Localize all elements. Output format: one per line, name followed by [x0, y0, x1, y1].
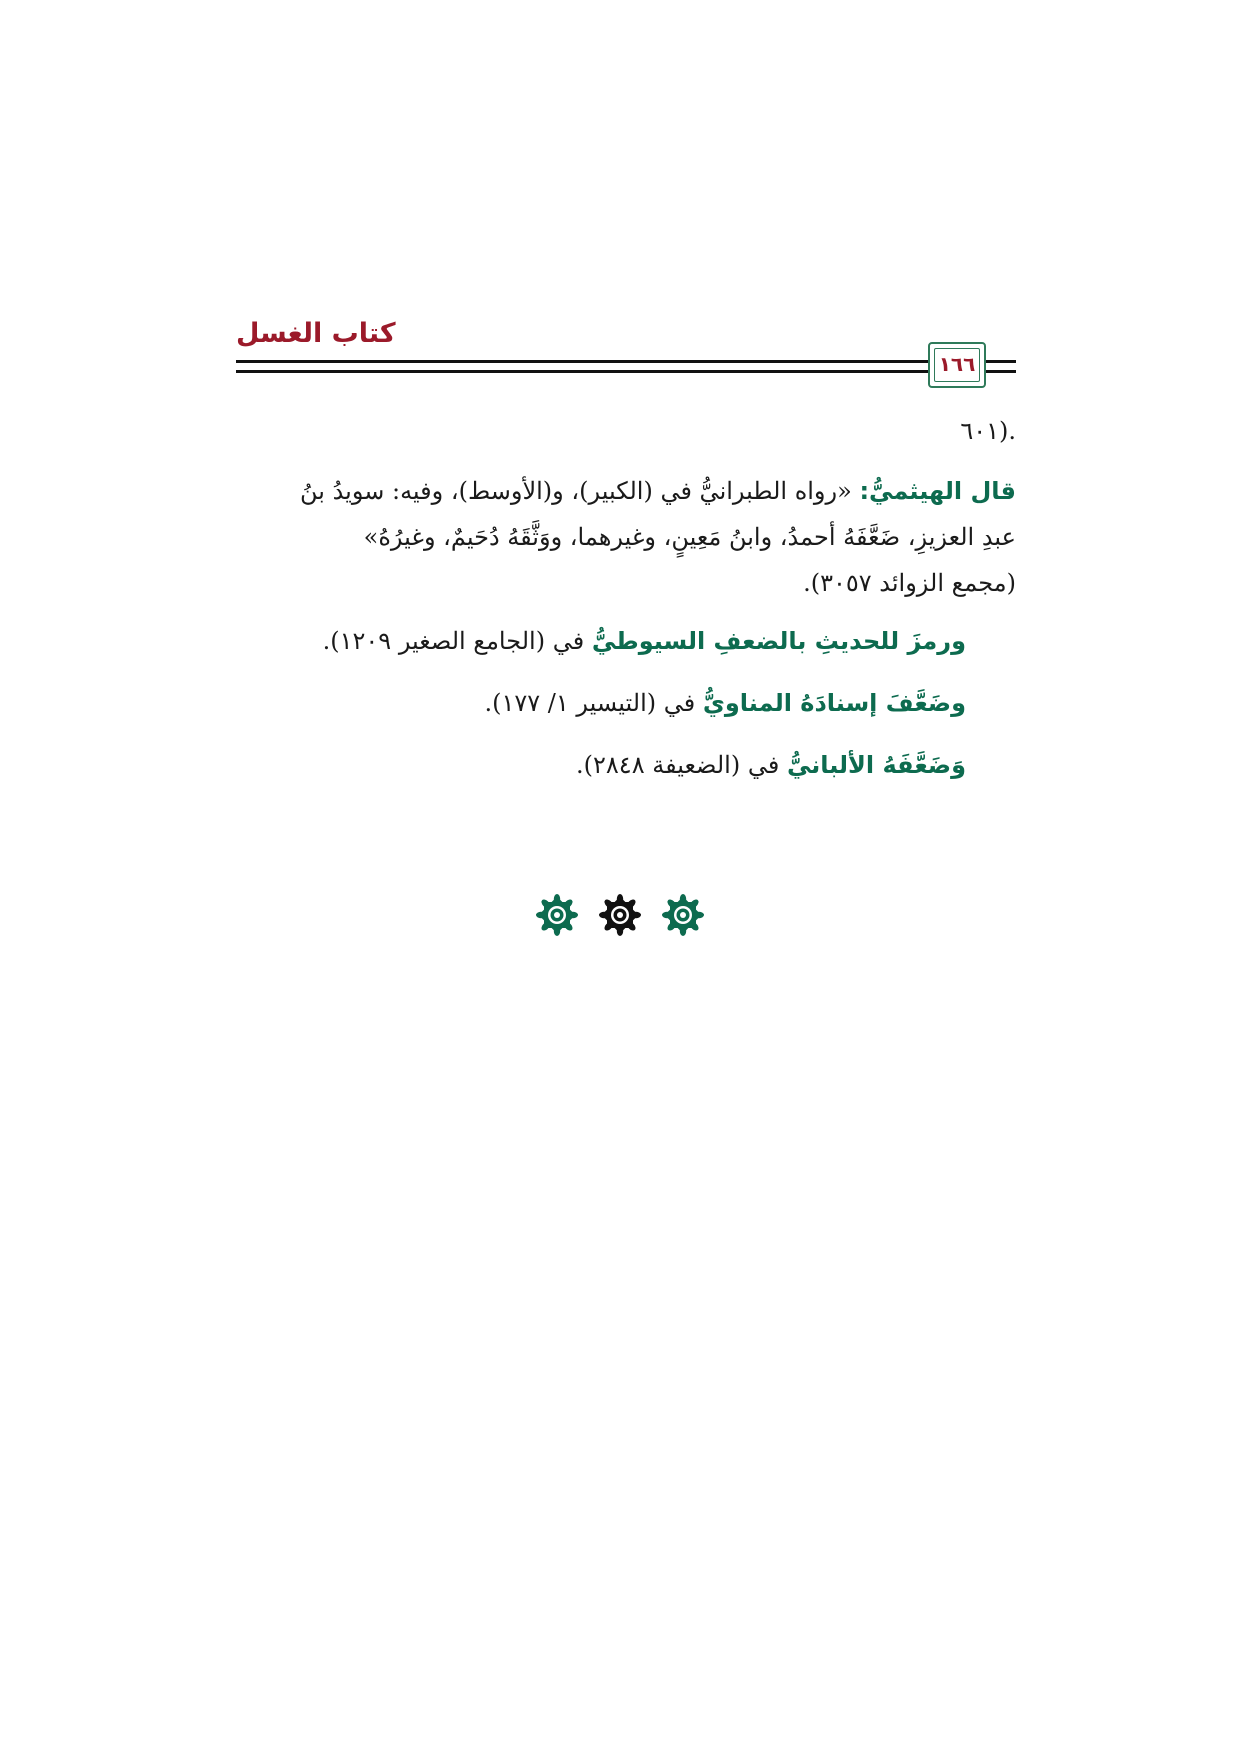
footnote-tail: .(٦٠١ [960, 417, 1016, 445]
haythami-quote-1: «رواه الطبرانيُّ في (الكبير)، و(الأوسط)، وفيه: سويدُ بنُ [299, 477, 852, 505]
albani-rest: في (الضعيفة ٢٨٤٨). [576, 751, 787, 779]
suyuti-line [236, 618, 1016, 664]
page-number: ١٦٦ [938, 352, 976, 376]
header-rule-top [236, 360, 928, 363]
section-end-ornaments [535, 893, 705, 941]
book-title: كتاب الغسل [236, 318, 396, 349]
albani-line [236, 742, 1016, 788]
haythami-line-2: عبدِ العزيزِ، ضَعَّفَهُ أحمدُ، وابنُ مَعِينٍ، وغيرهما، ووَثَّقَهُ دُحَيمٌ، وغيرُهُ» [363, 523, 1016, 551]
haythami-line-1 [236, 468, 1016, 514]
suyuti-lead: ورمزَ للحديثِ بالضعفِ السيوطيُّ [591, 627, 966, 655]
flower-ornament-icon [535, 893, 579, 937]
haythami-paragraph [236, 468, 1016, 606]
flower-ornament-icon [661, 893, 705, 937]
page-content [236, 408, 1016, 804]
munawi-rest: في (التيسير ١/ ١٧٧). [484, 689, 703, 717]
suyuti-rest: في (الجامع الصغير ١٢٠٩). [322, 627, 592, 655]
flower-ornament-icon [598, 893, 642, 937]
page-number-badge [928, 342, 986, 388]
header-rule-stub-top [986, 360, 1016, 363]
albani-lead: وَضَعَّفَهُ الألبانيُّ [786, 751, 966, 779]
munawi-lead: وضَعَّفَ إسنادَهُ المناويُّ [702, 689, 966, 717]
page-header [236, 300, 1016, 400]
haythami-name: قال الهيثميُّ: [859, 477, 1016, 505]
header-rule-stub-bottom [986, 370, 1016, 373]
munawi-line [236, 680, 1016, 726]
header-rule-bottom [236, 370, 928, 373]
haythami-line-3: (مجمع الزوائد ٣٠٥٧). [803, 569, 1016, 597]
